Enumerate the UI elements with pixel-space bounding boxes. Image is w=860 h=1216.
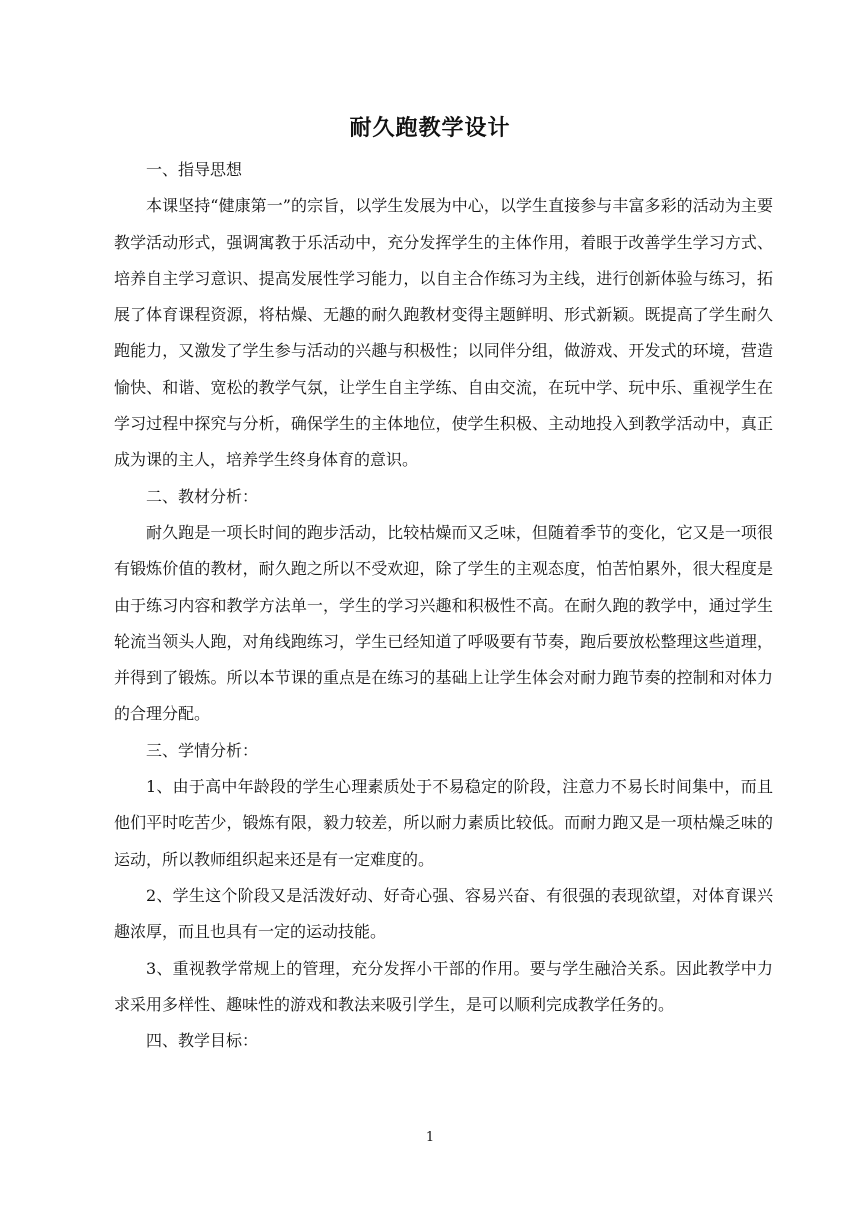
section-heading-guiding-ideology: 一、指导思想 [146,160,243,179]
document-body [114,152,773,1059]
document-title: 耐久跑教学设计 [349,115,511,141]
section-heading-material-analysis: 二、教材分析： [146,486,259,506]
page-number: 1 [425,1130,435,1145]
paragraph-student-analysis-3: 3、重视教学常规上的管理，充分发挥小干部的作用。要与学生融洽关系。因此教学中力求采用多样性、趣味性的游戏和教法来吸引学生，是可以顺利完成教学任务的。 [114,958,773,1014]
section-heading-teaching-goals: 四、教学目标： [146,1031,259,1051]
paragraph-student-analysis-2: 2、学生这个阶段又是活泼好动、好奇心强、容易兴奋、有很强的表现欲望，对体育课兴趣浓厚，而且也具有一定的运动技能。 [114,885,773,942]
section-heading-student-analysis: 三、学情分析： [146,740,259,760]
paragraph-guiding-ideology: 本课坚持“健康第一”的宗旨，以学生发展为中心，以学生直接参与丰富多彩的活动为主要教学活动形式，强调寓教于乐活动中，充分发挥学生的主体作用，着眼于改善学生学习方式、培养自主学习意识、提高发展性学习能力，以自主合作练习为主线，进行创新体验与练习，拓展了体育课程资源，将枯燥、无趣的耐久跑教材变得主题鲜明、形式新颖。既提高了学生耐久跑能力，又激发了学生参与活动的兴趣与积极性；以同伴分组，做游戏、开发式的环境，营造愉快、和谐、宽松的教学气氛，让学生自主学练、自由交流，在玩中学、玩中乐、重视学生在学习过程中探究与分析，确保学生的主体地位，使学生积极、主动地投入到教学活动中，真正成为课的主人，培养学生终身体育的意识。 [114,196,773,470]
paragraph-material-analysis: 耐久跑是一项长时间的跑步活动，比较枯燥而又乏味，但随着季节的变化，它又是一项很有锻炼价值的教材，耐久跑之所以不受欢迎，除了学生的主观态度，怕苦怕累外，很大程度是由于练习内容和教学方法单一，学生的学习兴趣和积极性不高。在耐久跑的教学中，通过学生轮流当领头人跑，对角线跑练习，学生已经知道了呼吸要有节奏，跑后要放松整理这些道理，并得到了锻炼。所以本节课的重点是在练习的基础上让学生体会对耐力跑节奏的控制和对体力的合理分配。 [114,522,773,724]
paragraph-student-analysis-1: 1、由于高中年龄段的学生心理素质处于不易稳定的阶段，注意力不易长时间集中，而且他们平时吃苦少，锻炼有限，毅力较差，所以耐力素质比较低。而耐力跑又是一项枯燥乏味的运动，所以教师组织起来还是有一定难度的。 [114,777,773,869]
